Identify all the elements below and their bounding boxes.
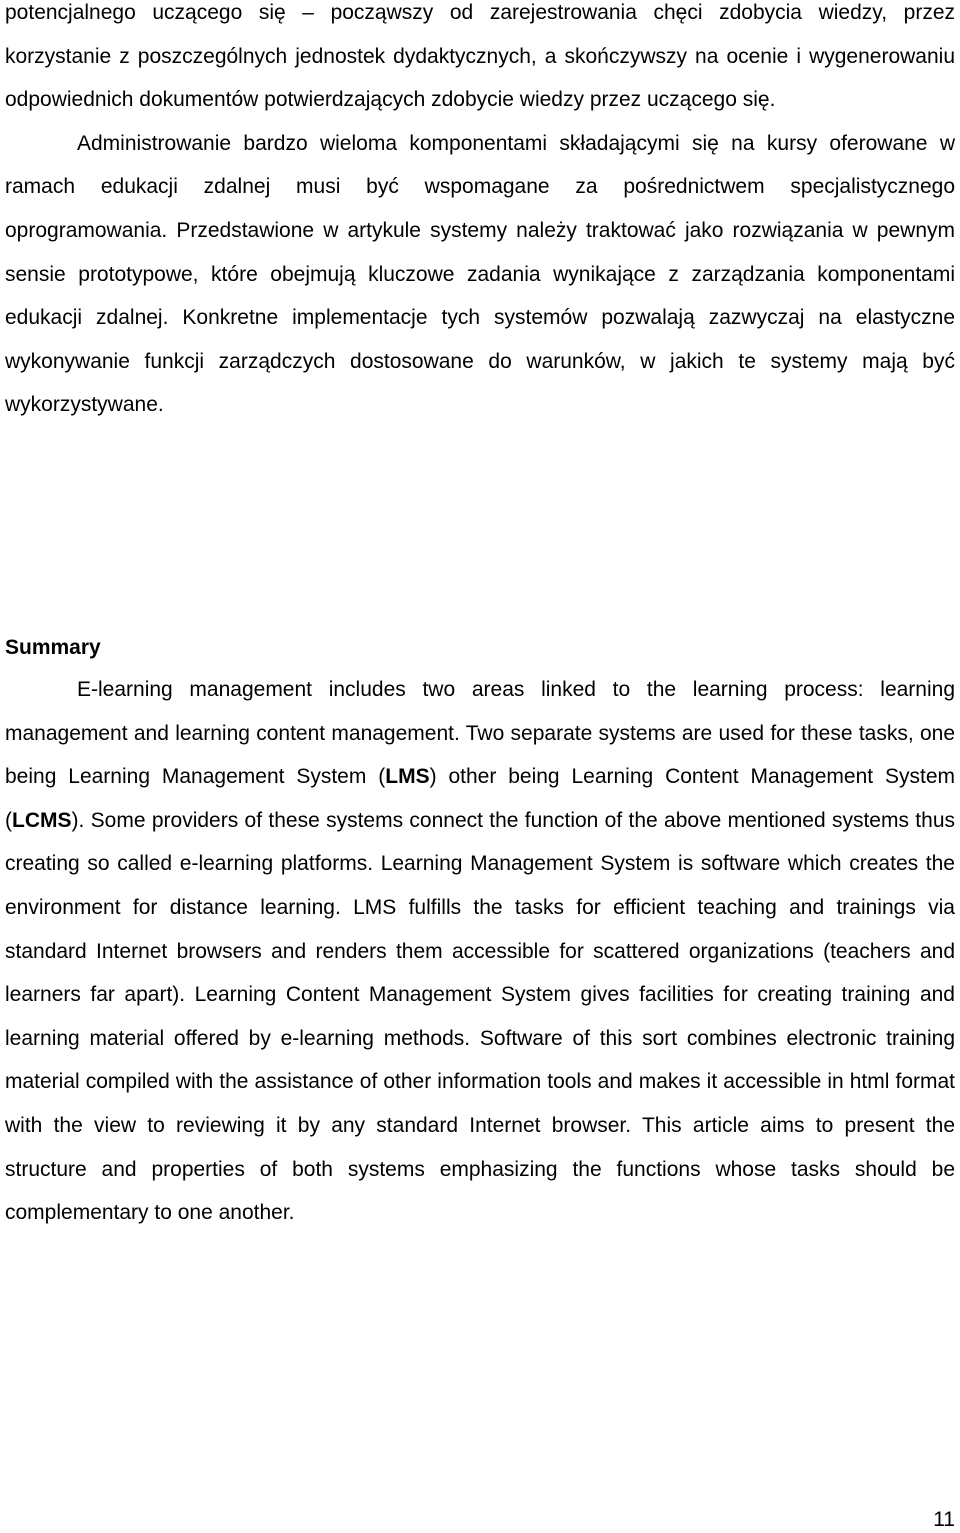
summary-paragraph bbox=[5, 668, 955, 1235]
summary-heading: Summary bbox=[5, 636, 101, 659]
intro-paragraph: Administrowanie bardzo wieloma komponentami składającymi się na kursy oferowane w ramach edukacji zdalnej musi być wspomagane za pośrednictwem specjalistycznego oprogramowania. Przedstawione w artykule systemy należy traktować jako rozwiązania w pewnym sensie prototypowe, które obejmują kluczowe zadania wynikające z zarządzania komponentami edukacji zdalnej. Konkretne implementacje tych systemów pozwalają zazwyczaj na elastyczne wykonywanie funkcji zarządczych dostosowane do warunków, w jakich te systemy mają być wykorzystywane. bbox=[5, 131, 955, 417]
summary-text-part3: ). Some providers of these systems connect the function of the above mentioned systems thus creating so called e-learning platforms. Learning Management System is software which creates the environment for distance learning. LMS fulfills the tasks for efficient teaching and trainings via standard Internet browsers and renders them accessible for scattered organizations (teachers and learners far apart). Learning Content Management System gives facilities for creating training and learning material offered by e-learning methods. Software of this sort combines electronic training material compiled with the assistance of other information tools and makes it accessible in html format with the view to reviewing it by any standard Internet browser. This article aims to present the structure and properties of both systems emphasizing the functions whose tasks should be complementary to one another. bbox=[5, 808, 955, 1225]
lms-abbreviation: LMS bbox=[385, 765, 430, 789]
intro-continuation-paragraph: potencjalnego uczącego się – począwszy od zarejestrowania chęci zdobycia wiedzy, przez korzystanie z poszczególnych jednostek dydaktycznych, a skończywszy na ocenie i wygenerowaniu odpowiednich dokumentów potwierdzających zdobycie wiedzy przez uczącego się. bbox=[5, 1, 955, 112]
summary-text-part1: E-learning management includes two areas linked to the learning process: learning management and learning content management. Two separate systems are used for these tasks, one being Learning Management System ( bbox=[5, 678, 955, 789]
page-number: 11 bbox=[933, 1508, 955, 1531]
lcms-abbreviation: LCMS bbox=[12, 808, 72, 832]
summary-text-part2: ) other being Learning Content Management System ( bbox=[5, 765, 955, 832]
summary-section bbox=[5, 668, 955, 1235]
document-page bbox=[5, 0, 955, 427]
